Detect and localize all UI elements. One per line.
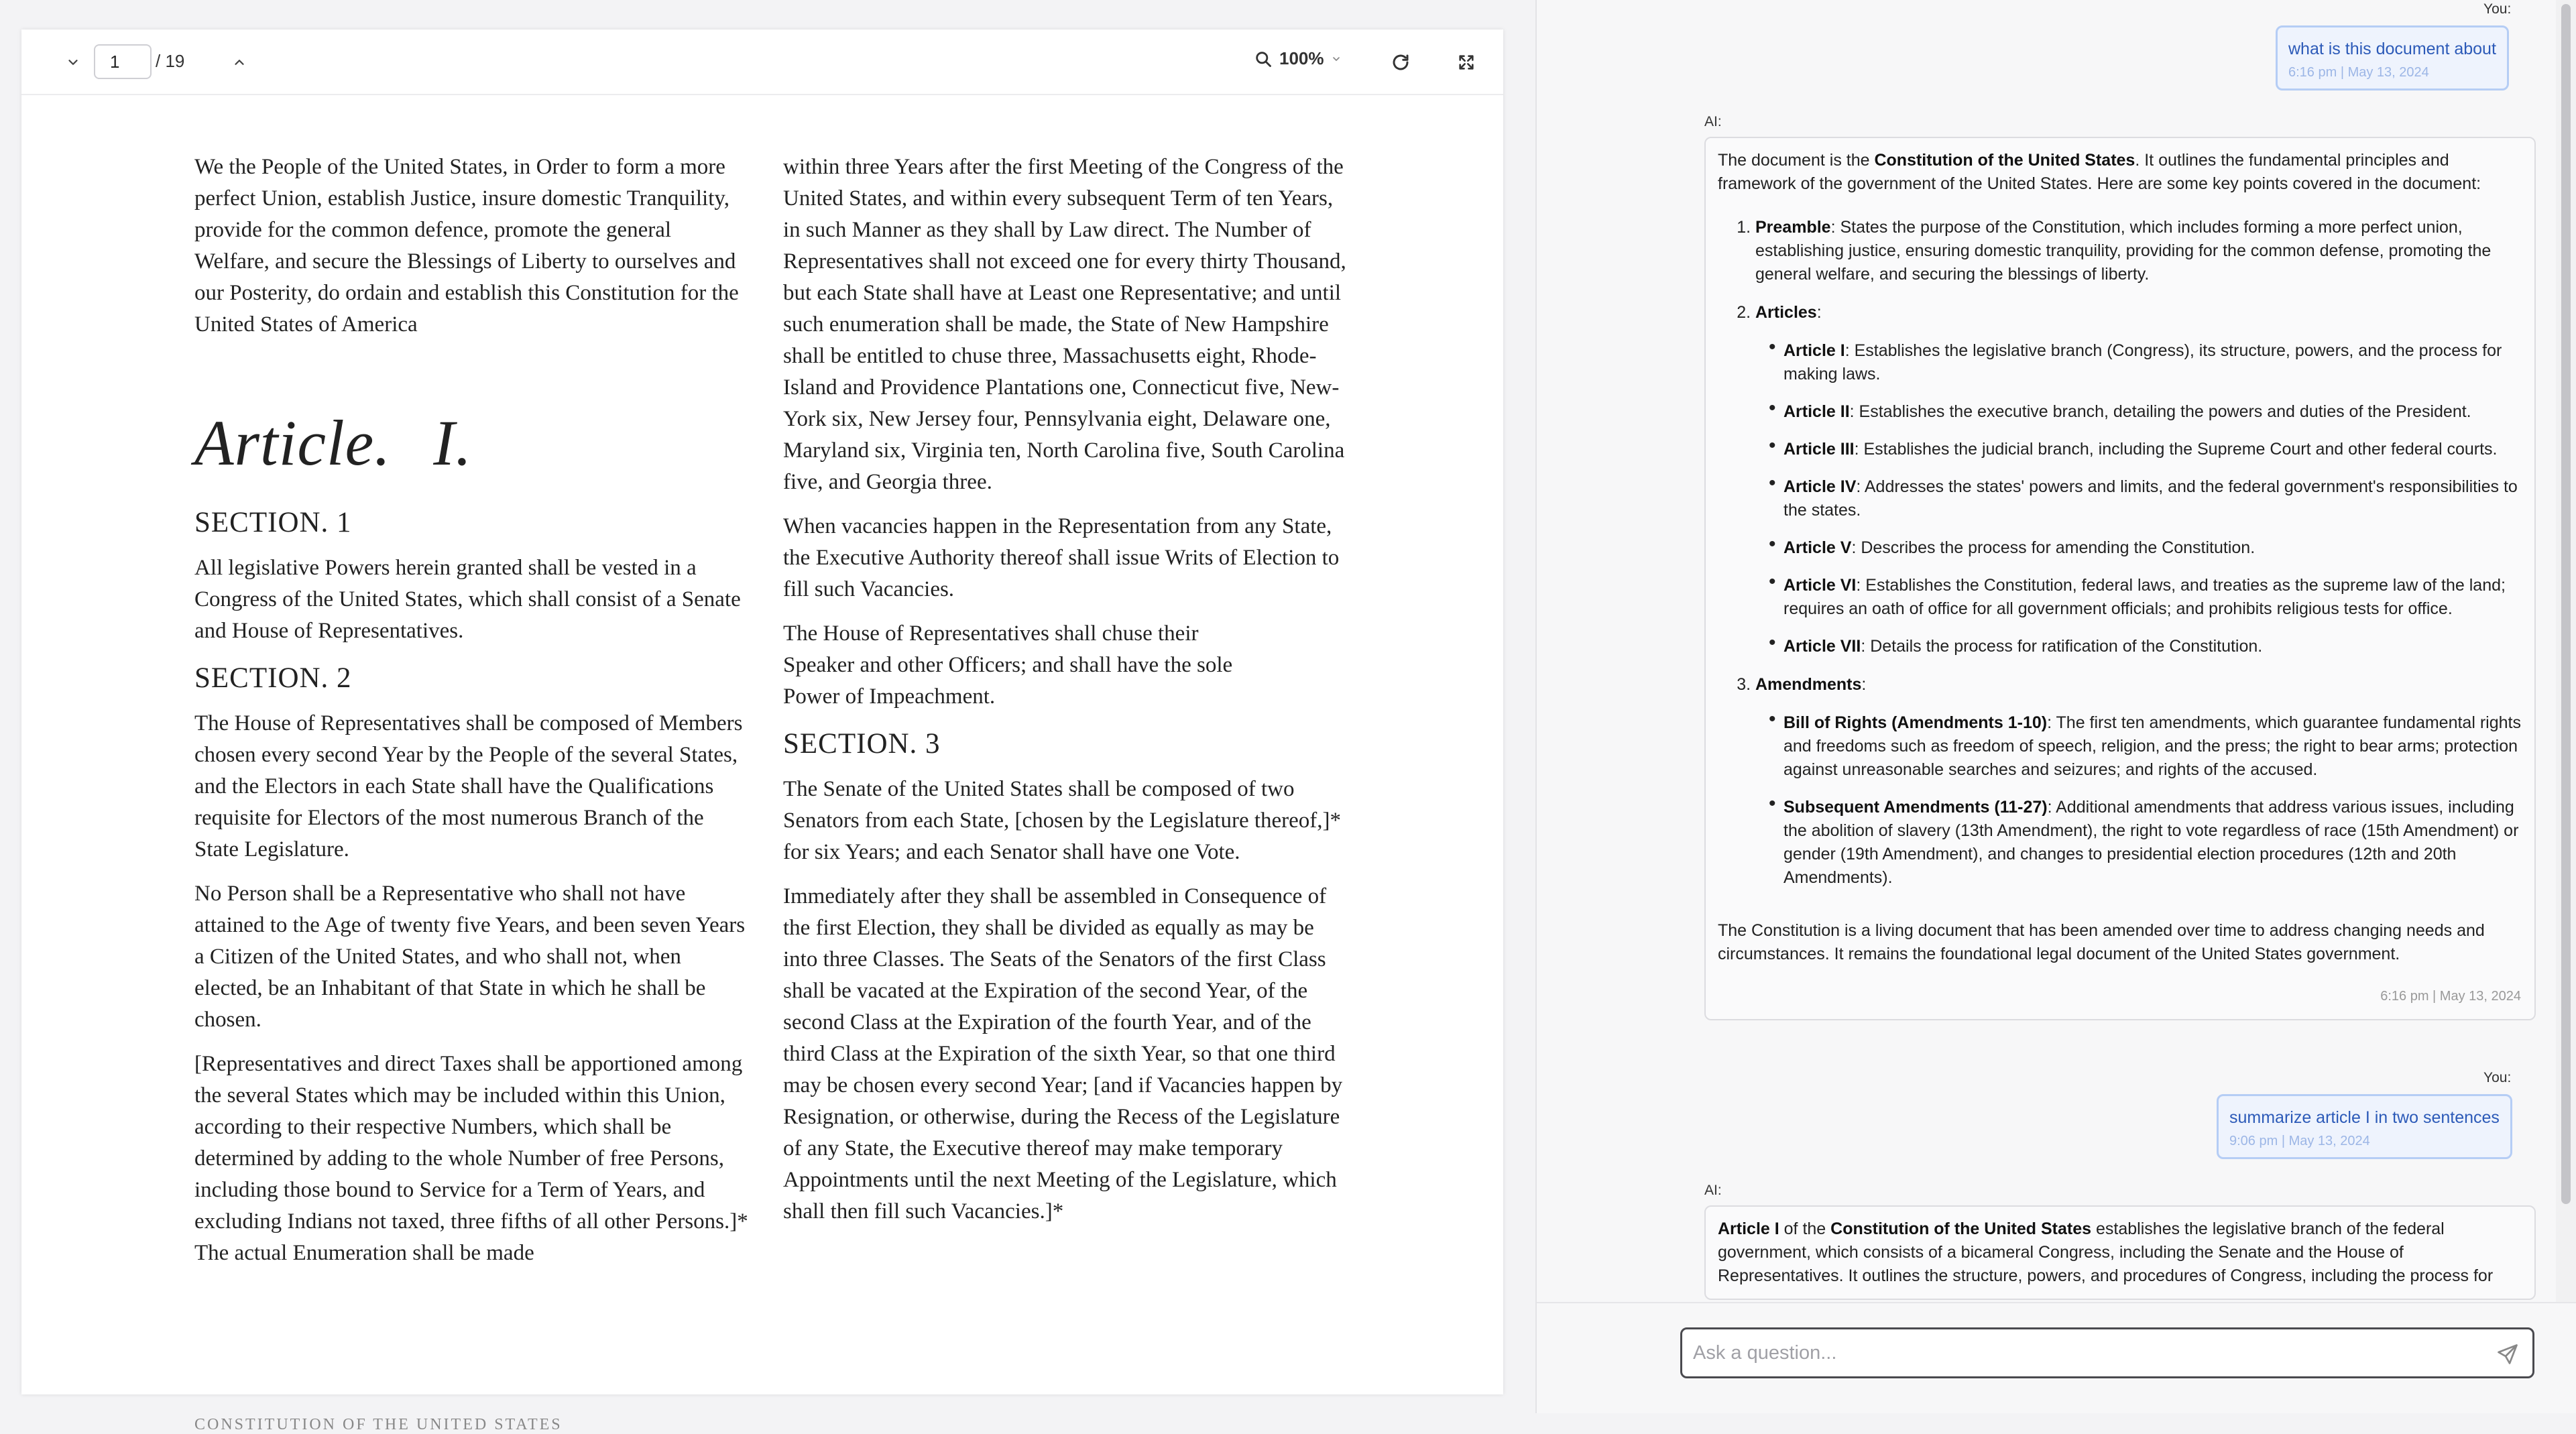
list-item: • Bill of Rights (Amendments 1-10): The first ten amendments, which guarantee fundamental rights and freedoms such as freedom of speech, religion, and the press; the right to bear arms; protection against unreasonable searches and seizures; and rights of the accused.: [1783, 711, 2521, 782]
ai-label: AI:: [1704, 114, 1722, 129]
refresh-icon: [1391, 52, 1411, 72]
user-message: [2276, 25, 2509, 91]
list-item: • Article I: Establishes the legislative branch (Congress), its structure, powers, and the process for making laws.: [1783, 339, 2521, 386]
ai-message: [1704, 137, 2536, 1020]
chevron-up-icon: [232, 55, 247, 70]
paragraph: The Senate of the United States shall be composed of two Senators from each State, [chosen by the Legislature thereof,]* for six Years; and each Senator shall have one Vote.: [783, 777, 1342, 864]
chat-panel: [1535, 0, 2575, 1413]
paragraph: The House of Representatives shall chuse their Speaker and other Officers; and shall have the sole Power of Impeachment.: [783, 621, 1233, 709]
chat-scrollbar[interactable]: [2556, 0, 2576, 1302]
list-item: • Article VI: Establishes the Constitution, federal laws, and treaties as the supreme law of the land; requires an oath of office for all government officials; and prohibits religious tests for office.: [1783, 574, 2521, 621]
list-item: • Article VII: Details the process for ratification of the Constitution.: [1783, 635, 2521, 658]
paragraph: All legislative Powers herein granted shall be vested in a Congress of the United States, which shall consist of a Senate and House of Representatives.: [194, 556, 741, 643]
ai-message-text: Article I of the Constitution of the United States establishes the legislative branch of the federal government, which consists of a bicameral Congress, including the Senate and the House of Representatives. It outlines the structure, powers, and procedures of Congress, including the process for: [1718, 1219, 2494, 1285]
ai-message: [1704, 1205, 2536, 1300]
send-button[interactable]: [2496, 1342, 2520, 1370]
paragraph: within three Years after the first Meeting of the Congress of the United States, and within every subsequent Term of ten Years, in such Manner as they shall by Law direct. The Number of Representatives shall not exceed one for every thirty Thousand, but each State shall have at Least one Representative; and until such enumeration shall be made, the State of New Hampshire shall be entitled to chuse three, Massachusetts eight, Rhode-Island and Providence Plantations one, Connecticut five, New-York six, New Jersey four, Pennsylvania eight, Delaware one, Maryland six, Virginia ten, North Carolina five, South Carolina five, and Georgia three.: [783, 155, 1346, 494]
chat-messages[interactable]: [1537, 0, 2556, 1302]
pdf-page: [21, 95, 1503, 1433]
running-footer: CONSTITUTION OF THE UNITED STATES: [194, 1416, 563, 1433]
message-timestamp: 6:16 pm | May 13, 2024: [2380, 989, 2521, 1004]
zoom-icon: [1254, 50, 1273, 68]
page-total: / 19: [156, 51, 185, 71]
section-heading: SECTION. 3: [783, 728, 941, 760]
article-heading: Article. I.: [194, 407, 473, 479]
fullscreen-icon: [1457, 53, 1476, 72]
pdf-viewer: [21, 29, 1503, 1433]
list-item: • Article IV: Addresses the states' powers and limits, and the federal government's responsibilities to the states.: [1783, 475, 2521, 522]
user-message-text: summarize article I in two sentences: [2229, 1108, 2500, 1127]
paragraph: No Person shall be a Representative who shall not have attained to the Age of twenty five Years, and been seven Years a Citizen of the United States, and who shall not, when elected, be an Inhabitant of that State in which he shall be chosen.: [194, 882, 746, 1032]
user-label: You:: [2483, 1070, 2512, 1085]
prev-page-button[interactable]: [227, 50, 252, 75]
user-message: [2217, 1094, 2512, 1159]
ai-intro: The document is the Constitution of the United States. It outlines the fundamental principles and framework of the government of the United States. Here are some key points covered in the document:: [1718, 151, 2481, 193]
zoom-dropdown[interactable]: [1254, 48, 1342, 69]
page-number-input[interactable]: [94, 44, 152, 79]
zoom-level: 100%: [1279, 48, 1324, 68]
document-column-right: [783, 152, 1346, 1240]
list-item: 1. Preamble: States the purpose of the Constitution, which includes forming a more perfect union, establishing justice, ensuring domestic tranquility, providing for the common defense, promoting the general welfare, and securing the blessings of liberty.: [1755, 216, 2521, 286]
list-item: • Subsequent Amendments (11-27): Additional amendments that address various issues, including the abolition of slavery (13th Amendment), the right to vote regardless of race (15th Amendment) or gender (19th Amendment), and changes to presidential election procedures (12th and 20th Amendments).: [1783, 796, 2521, 890]
message-timestamp: 6:16 pm | May 13, 2024: [2288, 65, 2429, 80]
user-message-text: what is this document about: [2288, 40, 2496, 58]
list-item: • Article III: Establishes the judicial branch, including the Supreme Court and other federal courts.: [1783, 438, 2521, 461]
paragraph: Immediately after they shall be assembled in Consequence of the first Election, they shall be divided as equally as may be into three Classes. The Seats of the Senators of the first Class shall be vacated at the Expiration of the second Year, of the second Class at the Expiration of the fourth Year, and of the third Class at the Expiration of the sixth Year, so that one third may be chosen every second Year; [and if Vacancies happen by Resignation, or otherwise, during the Recess of the Legislature of any State, the Executive thereof may make temporary Appointments until the next Meeting of the Legislature, which shall then fill such Vacancies.]*: [783, 884, 1343, 1223]
ai-label: AI:: [1704, 1183, 1722, 1198]
user-label: You:: [2483, 1, 2512, 17]
chevron-down-icon: [1331, 54, 1342, 64]
next-page-button[interactable]: [60, 50, 86, 75]
pdf-toolbar: [21, 29, 1503, 95]
list-item: • Article II: Establishes the executive branch, detailing the powers and duties of the President.: [1783, 400, 2521, 424]
chat-composer: [1537, 1302, 2576, 1413]
ai-key-points: [1718, 216, 2521, 890]
scrollbar-thumb[interactable]: [2561, 4, 2571, 1204]
preamble-text: We the People of the United States, in Order to form a more perfect Union, establish Justice, insure domestic Tranquility, provide for the common defence, promote the general Welfare, and secure the Blessings of Liberty to ourselves and our Posterity, do ordain and establish this Constitution for the United States of America: [194, 155, 739, 337]
list-item: • Article V: Describes the process for amending the Constitution.: [1783, 536, 2521, 560]
paragraph: The House of Representatives shall be composed of Members chosen every second Year by the People of the several States, and the Electors in each State shall have the Qualifications requisite for Electors of the most numerous Branch of the State Legislature.: [194, 711, 743, 861]
list-item: 2. Articles: • Article I: Establishes the legislative branch (Congress), its structure, powers, and the process for making laws. • Article II: Establishes the executive branch, detailing the powers and duties of the President. • Article III: Establishes the judicial branch, including the Supreme Court and other federal courts. • Article IV: Addresses the states' powers and limits, and the federal government's responsibilities to the states. • Article V: Describes the process for amending the Constitution. • Article VI: Establishes the Constitution, federal laws, and treaties as the supreme law of the land; requires an oath of office for all government officials; and prohibits religious tests for office. • Article VII: Details the process for ratification of the Constitution.: [1755, 301, 2521, 658]
chevron-down-icon: [66, 55, 80, 70]
document-column-left: [194, 152, 751, 1282]
message-timestamp: 9:06 pm | May 13, 2024: [2229, 1134, 2370, 1148]
section-heading: SECTION. 2: [194, 662, 352, 694]
refresh-button[interactable]: [1387, 48, 1415, 76]
list-item: 3. Amendments: • Bill of Rights (Amendments 1-10): The first ten amendments, which guarantee fundamental rights and freedoms such as freedom of speech, religion, and the press; the right to bear arms; protection against unreasonable searches and seizures; and rights of the accused. • Subsequent Amendments (11-27): Additional amendments that address various issues, including the abolition of slavery (13th Amendment), the right to vote regardless of race (15th Amendment) or gender (19th Amendment), and changes to presidential election procedures (12th and 20th Amendments).: [1755, 673, 2521, 890]
section-heading: SECTION. 1: [194, 507, 352, 538]
paragraph: When vacancies happen in the Representation from any State, the Executive Authority thereof shall issue Writs of Election to fill such Vacancies.: [783, 514, 1340, 601]
send-icon: [2496, 1342, 2520, 1366]
fullscreen-button[interactable]: [1452, 48, 1480, 76]
paragraph: [Representatives and direct Taxes shall be apportioned among the several States which may be included within this Union, according to their respective Numbers, which shall be determined by adding to the whole Number of free Persons, including those bound to Service for a Term of Years, and excluding Indians not taxed, three fifths of all other Persons.]* The actual Enumeration shall be made: [194, 1052, 748, 1265]
ask-question-input[interactable]: [1680, 1327, 2534, 1378]
articles-list: [1755, 339, 2521, 658]
ai-closing: The Constitution is a living document that has been amended over time to address changing needs and circumstances. It remains the foundational legal document of the United States government.: [1718, 921, 2485, 963]
amendments-list: [1755, 711, 2521, 890]
